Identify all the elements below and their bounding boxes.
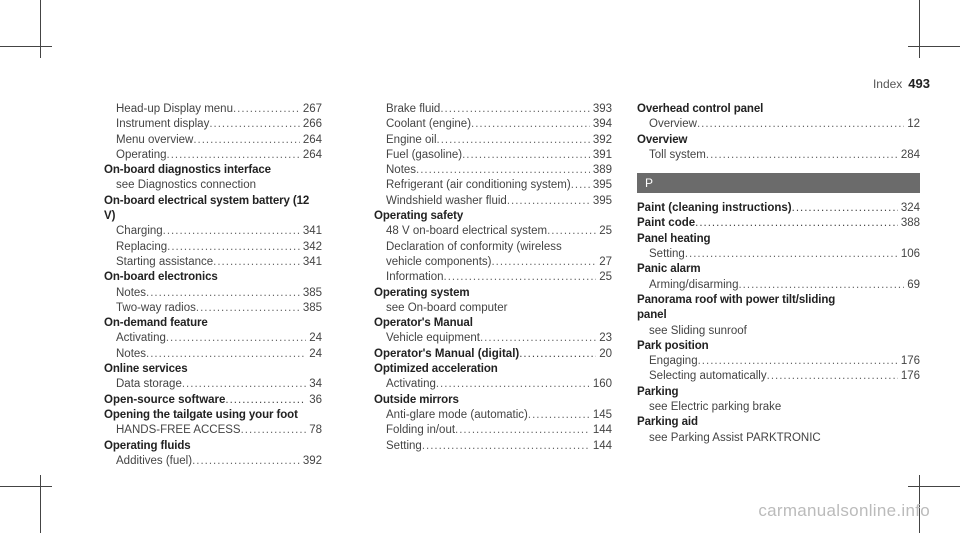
page-ref[interactable]: 23 bbox=[599, 332, 612, 345]
entry-label: Operating bbox=[116, 148, 167, 161]
page-ref[interactable]: 342 bbox=[302, 240, 322, 253]
page-ref[interactable]: 78 bbox=[309, 424, 322, 437]
index-heading: Panel heating bbox=[637, 232, 711, 245]
leader-dots bbox=[440, 102, 589, 117]
page-ref[interactable]: 264 bbox=[302, 148, 322, 161]
index-heading: Overhead control panel bbox=[637, 103, 764, 115]
entry-label: Menu overview bbox=[116, 133, 194, 146]
index-entry[interactable] bbox=[104, 347, 322, 362]
leader-dots bbox=[192, 454, 300, 469]
index-entry[interactable] bbox=[374, 102, 612, 117]
page-ref[interactable]: 385 bbox=[302, 286, 322, 299]
leader-dots bbox=[213, 255, 300, 270]
index-reference: see Diagnostics connection bbox=[116, 179, 256, 192]
header-title: Index bbox=[872, 77, 903, 91]
leader-dots bbox=[444, 270, 597, 285]
index-entry[interactable] bbox=[104, 133, 322, 148]
index-heading-entry[interactable] bbox=[374, 347, 612, 362]
index-heading: Panorama roof with power tilt/sliding bbox=[637, 293, 836, 306]
index-entry[interactable] bbox=[104, 240, 322, 255]
leader-dots bbox=[471, 117, 590, 132]
leader-dots bbox=[571, 178, 590, 193]
entry-label: Data storage bbox=[116, 378, 182, 391]
entry-label: Charging bbox=[116, 225, 163, 238]
index-entry[interactable] bbox=[104, 423, 322, 438]
index-entry[interactable] bbox=[104, 224, 322, 239]
index-column-2 bbox=[374, 102, 612, 454]
leader-dots bbox=[437, 133, 590, 148]
index-entry[interactable] bbox=[104, 148, 322, 163]
leader-dots bbox=[507, 194, 590, 209]
index-heading: Online services bbox=[104, 363, 188, 376]
index-entry[interactable] bbox=[374, 255, 612, 270]
index-heading: On-board diagnostics interface bbox=[104, 164, 271, 177]
index-heading: Optimized acceleration bbox=[374, 363, 498, 376]
index-column-3 bbox=[637, 102, 920, 446]
entry-label: Notes bbox=[116, 286, 147, 299]
index-entry[interactable] bbox=[637, 247, 920, 262]
leader-dots bbox=[547, 224, 596, 239]
entry-label: Arming/disarming bbox=[649, 278, 739, 291]
page-ref[interactable]: 25 bbox=[599, 225, 612, 238]
entry-label: Operator's Manual (digital) bbox=[374, 347, 520, 360]
index-heading: Parking bbox=[637, 385, 679, 398]
page-ref[interactable]: 388 bbox=[900, 217, 920, 230]
page-ref[interactable]: 266 bbox=[302, 118, 322, 131]
leader-dots bbox=[462, 148, 590, 163]
crop-mark bbox=[919, 0, 920, 58]
page-ref[interactable]: 24 bbox=[309, 347, 322, 360]
crop-mark bbox=[40, 475, 41, 533]
page-ref[interactable]: 176 bbox=[900, 355, 920, 368]
page-ref[interactable]: 341 bbox=[302, 255, 322, 268]
entry-label: Notes bbox=[386, 164, 417, 177]
index-entry[interactable] bbox=[374, 117, 612, 132]
entry-label: Coolant (engine) bbox=[386, 118, 472, 131]
page-ref[interactable]: 25 bbox=[599, 271, 612, 284]
index-entry[interactable] bbox=[374, 163, 612, 178]
index-heading: Opening the tailgate using your foot bbox=[104, 408, 298, 421]
index-heading: Parking aid bbox=[637, 416, 698, 429]
page-ref[interactable]: 391 bbox=[592, 148, 612, 161]
leader-dots bbox=[167, 240, 300, 255]
index-entry[interactable] bbox=[637, 117, 920, 132]
leader-dots bbox=[166, 331, 306, 346]
index-heading: Operating fluids bbox=[104, 439, 191, 452]
entry-label: HANDS-FREE ACCESS bbox=[116, 424, 241, 437]
leader-dots bbox=[225, 393, 306, 408]
entry-label: Engine oil bbox=[386, 133, 437, 146]
entry-label: Two-way radios bbox=[116, 301, 196, 314]
index-entry[interactable] bbox=[104, 301, 322, 316]
page-ref[interactable]: 160 bbox=[592, 378, 612, 391]
leader-dots bbox=[167, 148, 300, 163]
index-reference: see Parking Assist PARKTRONIC bbox=[649, 431, 821, 444]
page-ref[interactable]: 20 bbox=[599, 347, 612, 360]
index-entry[interactable] bbox=[104, 454, 322, 469]
index-entry[interactable] bbox=[374, 178, 612, 193]
index-heading: Panic alarm bbox=[637, 263, 701, 276]
page-ref[interactable]: 385 bbox=[302, 301, 322, 314]
entry-label: 48 V on-board electrical system bbox=[386, 225, 548, 238]
index-heading: On-board electrical system battery (12 V) bbox=[104, 194, 310, 223]
page-ref[interactable]: 34 bbox=[309, 378, 322, 391]
leader-dots bbox=[146, 286, 300, 301]
leader-dots bbox=[738, 278, 904, 293]
index-entry[interactable] bbox=[104, 255, 322, 270]
entry-label: Setting bbox=[386, 439, 422, 452]
index-entry[interactable] bbox=[104, 102, 322, 117]
entry-label: Head-up Display menu bbox=[116, 103, 233, 115]
leader-dots bbox=[193, 133, 299, 148]
index-heading-entry[interactable] bbox=[637, 216, 920, 231]
page-ref[interactable]: 264 bbox=[302, 133, 322, 146]
watermark: carmanualsonline.info bbox=[758, 501, 930, 520]
page-number: 493 bbox=[908, 76, 930, 91]
leader-dots bbox=[416, 163, 590, 178]
index-heading: Park position bbox=[637, 339, 709, 352]
index-reference: see Sliding sunroof bbox=[649, 324, 747, 337]
index-reference: see On-board computer bbox=[386, 301, 508, 314]
page-ref[interactable]: 176 bbox=[900, 370, 920, 383]
index-heading: Operator's Manual bbox=[374, 317, 473, 330]
index-entry[interactable] bbox=[374, 408, 612, 423]
page-ref[interactable]: 324 bbox=[900, 202, 920, 215]
entry-label: Information bbox=[386, 271, 444, 284]
index-entry[interactable] bbox=[374, 270, 612, 285]
index-entry[interactable] bbox=[104, 377, 322, 392]
entry-label: Overview bbox=[649, 118, 697, 131]
leader-dots bbox=[436, 377, 590, 392]
leader-dots bbox=[196, 301, 300, 316]
index-entry[interactable] bbox=[104, 117, 322, 132]
index-entry[interactable] bbox=[104, 286, 322, 301]
page-ref[interactable]: 144 bbox=[592, 424, 612, 437]
entry-label: Notes bbox=[116, 347, 147, 360]
entry-label: Fuel (gasoline) bbox=[386, 148, 463, 161]
index-entry[interactable] bbox=[374, 224, 612, 239]
index-heading: Outside mirrors bbox=[374, 393, 459, 406]
leader-dots bbox=[241, 423, 307, 438]
page-ref[interactable]: 392 bbox=[302, 454, 322, 467]
entry-label: Refrigerant (air conditioning system) bbox=[386, 179, 571, 192]
entry-label: Open-source software bbox=[104, 393, 226, 406]
index-heading: Operating safety bbox=[374, 210, 464, 223]
leader-dots bbox=[163, 224, 300, 239]
index-entry[interactable] bbox=[374, 423, 612, 438]
crop-mark bbox=[908, 486, 960, 487]
leader-dots bbox=[455, 423, 590, 438]
crop-mark bbox=[0, 46, 52, 47]
leader-dots bbox=[695, 216, 898, 231]
page-ref[interactable]: 341 bbox=[302, 225, 322, 238]
page-ref[interactable]: 106 bbox=[900, 248, 920, 261]
page-ref[interactable]: 392 bbox=[592, 133, 612, 146]
page-ref[interactable]: 144 bbox=[592, 439, 612, 452]
entry-label: Activating bbox=[116, 332, 166, 345]
index-entry[interactable] bbox=[374, 439, 612, 454]
index-column-1 bbox=[104, 102, 322, 469]
index-entry[interactable] bbox=[374, 148, 612, 163]
section-letter: P bbox=[637, 173, 920, 193]
leader-dots bbox=[519, 347, 596, 362]
entry-label: Replacing bbox=[116, 240, 168, 253]
leader-dots bbox=[706, 148, 898, 163]
entry-label: Toll system bbox=[649, 148, 706, 161]
leader-dots bbox=[480, 331, 596, 346]
index-heading: On-demand feature bbox=[104, 317, 208, 330]
entry-label: Engaging bbox=[649, 355, 698, 368]
page-ref[interactable]: 389 bbox=[592, 164, 612, 177]
leader-dots bbox=[767, 369, 898, 384]
crop-mark bbox=[0, 486, 52, 487]
entry-label: Paint code bbox=[637, 217, 696, 230]
index-entry[interactable] bbox=[374, 194, 612, 209]
leader-dots bbox=[491, 255, 596, 270]
page-ref[interactable]: 36 bbox=[309, 393, 322, 406]
entry-label: Windshield washer fluid bbox=[386, 194, 507, 207]
leader-dots bbox=[528, 408, 590, 423]
leader-dots bbox=[209, 117, 299, 132]
leader-dots bbox=[233, 102, 300, 117]
page-ref[interactable]: 24 bbox=[309, 332, 322, 345]
entry-label: Vehicle equipment bbox=[386, 332, 480, 345]
index-heading-entry[interactable] bbox=[637, 201, 920, 216]
page-ref[interactable]: 145 bbox=[592, 408, 612, 421]
page-ref[interactable]: 69 bbox=[907, 278, 920, 291]
page-header bbox=[873, 76, 930, 91]
page-ref[interactable]: 393 bbox=[592, 103, 612, 115]
leader-dots bbox=[698, 354, 898, 369]
entry-label: Setting bbox=[649, 248, 685, 261]
page-ref[interactable]: 27 bbox=[599, 255, 612, 268]
leader-dots bbox=[697, 117, 904, 132]
leader-dots bbox=[146, 347, 306, 362]
index-heading-entry[interactable] bbox=[104, 393, 322, 408]
index-entry[interactable] bbox=[637, 369, 920, 384]
index-reference: Declaration of conformity (wireless bbox=[386, 240, 562, 253]
index-entry[interactable] bbox=[637, 354, 920, 369]
entry-label: Instrument display bbox=[116, 118, 210, 131]
entry-label: Brake fluid bbox=[386, 103, 441, 115]
entry-label: Starting assistance bbox=[116, 255, 214, 268]
page-ref[interactable]: 395 bbox=[592, 194, 612, 207]
leader-dots bbox=[422, 439, 590, 454]
index-entry[interactable] bbox=[637, 148, 920, 163]
entry-label: vehicle components) bbox=[386, 255, 492, 268]
crop-mark bbox=[40, 0, 41, 58]
page-ref[interactable]: 284 bbox=[900, 148, 920, 161]
entry-label: Additives (fuel) bbox=[116, 454, 193, 467]
index-reference: see Electric parking brake bbox=[649, 401, 782, 414]
index-entry[interactable] bbox=[104, 331, 322, 346]
index-entry[interactable] bbox=[637, 278, 920, 293]
entry-label: Anti-glare mode (automatic) bbox=[386, 408, 528, 421]
page-ref[interactable]: 395 bbox=[592, 179, 612, 192]
index-entry[interactable] bbox=[374, 133, 612, 148]
crop-mark bbox=[908, 46, 960, 47]
page-ref[interactable]: 12 bbox=[907, 118, 920, 131]
index-heading: Overview bbox=[637, 133, 688, 146]
leader-dots bbox=[182, 377, 306, 392]
entry-label: Selecting automatically bbox=[649, 370, 767, 383]
entry-label: Folding in/out bbox=[386, 424, 456, 437]
index-heading: panel bbox=[637, 309, 667, 322]
index-entry[interactable] bbox=[374, 377, 612, 392]
page-ref[interactable]: 394 bbox=[592, 118, 612, 131]
leader-dots bbox=[685, 247, 898, 262]
index-heading: On-board electronics bbox=[104, 271, 218, 284]
page-ref[interactable]: 267 bbox=[302, 103, 322, 115]
leader-dots bbox=[792, 201, 898, 216]
entry-label: Activating bbox=[386, 378, 436, 391]
entry-label: Paint (cleaning instructions) bbox=[637, 202, 792, 215]
index-heading: Operating system bbox=[374, 286, 470, 299]
index-entry[interactable] bbox=[374, 331, 612, 346]
